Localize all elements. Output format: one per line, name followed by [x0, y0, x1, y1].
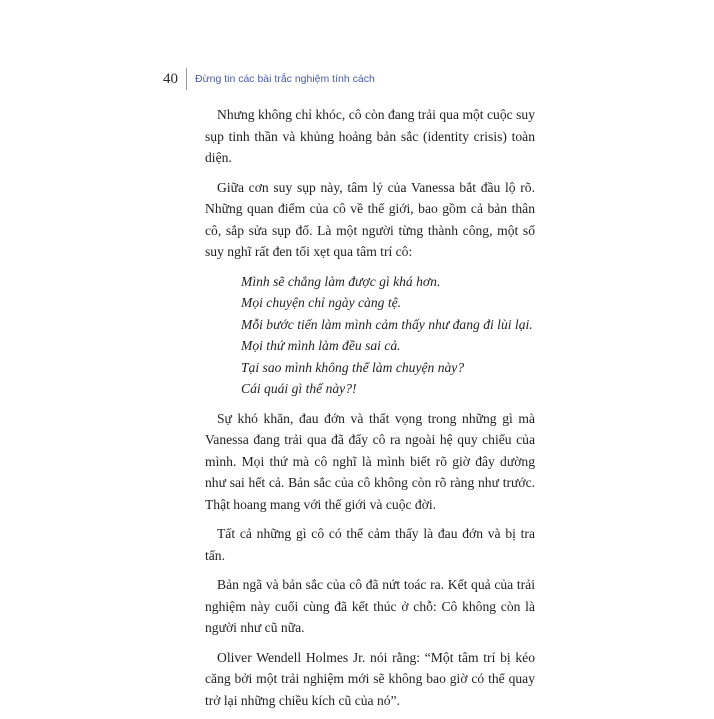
paragraph-4: Tất cả những gì cô có thể cảm thấy là đau đớn và bị tra tấn. [205, 526, 535, 563]
thought-line-6: Cái quái gì thế này?! [241, 381, 357, 396]
paragraph-1: Nhưng không chỉ khóc, cô còn đang trải qua một cuộc suy sụp tinh thần và khủng hoảng bản sắc (identity crisis) toàn diện. [205, 107, 535, 165]
paragraph-3: Sự khó khăn, đau đớn và thất vọng trong những gì mà Vanessa đang trải qua đã đẩy cô ra ngoài hệ quy chiếu của mình. Mọi thứ mà cô nghĩ là mình biết rõ giờ đây dường như sai hết cả. Bản sắc của cô không còn rõ ràng như trước. Thật hoang mang với thế giới và cuộc đời. [205, 410, 535, 512]
italic-thoughts-block [241, 271, 535, 400]
running-title: Đừng tin các bài trắc nghiệm tính cách [195, 73, 375, 85]
paragraph-6: Oliver Wendell Holmes Jr. nói rằng: “Một tâm trí bị kéo căng bởi một trải nghiệm mới sẽ không bao giờ có thể quay trở lại những chiều kích cũ của nó”. [205, 649, 535, 708]
thought-line-2: Mọi chuyện chỉ ngày càng tệ. [241, 295, 402, 310]
page-header [163, 68, 375, 90]
thought-line-5: Tại sao mình không thể làm chuyện này? [241, 359, 465, 375]
header-divider [186, 68, 187, 90]
paragraph-2: Giữa cơn suy sụp này, tâm lý của Vanessa bắt đầu lộ rõ. Những quan điểm của cô về thế giới, bao gồm cả bản thân cô, sắp sửa sụp đổ. Là một người từng thành công, một số suy nghĩ rất đen tối xẹt qua tâm trí cô: [205, 179, 535, 259]
body-text [205, 104, 535, 719]
page-number: 40 [163, 70, 178, 87]
thought-line-1: Mình sẽ chẳng làm được gì khá hơn. [241, 273, 441, 289]
paragraph-5: Bản ngã và bản sắc của cô đã nứt toác ra. Kết quả của trải nghiệm này cuối cùng đã kết thúc ở chỗ: Cô không còn là người như cũ nữa. [205, 577, 535, 635]
thought-line-4: Mọi thứ mình làm đều sai cả. [241, 338, 401, 353]
thought-line-3: Mỗi bước tiến làm mình cảm thấy như đang đi lùi lại. [241, 316, 533, 332]
